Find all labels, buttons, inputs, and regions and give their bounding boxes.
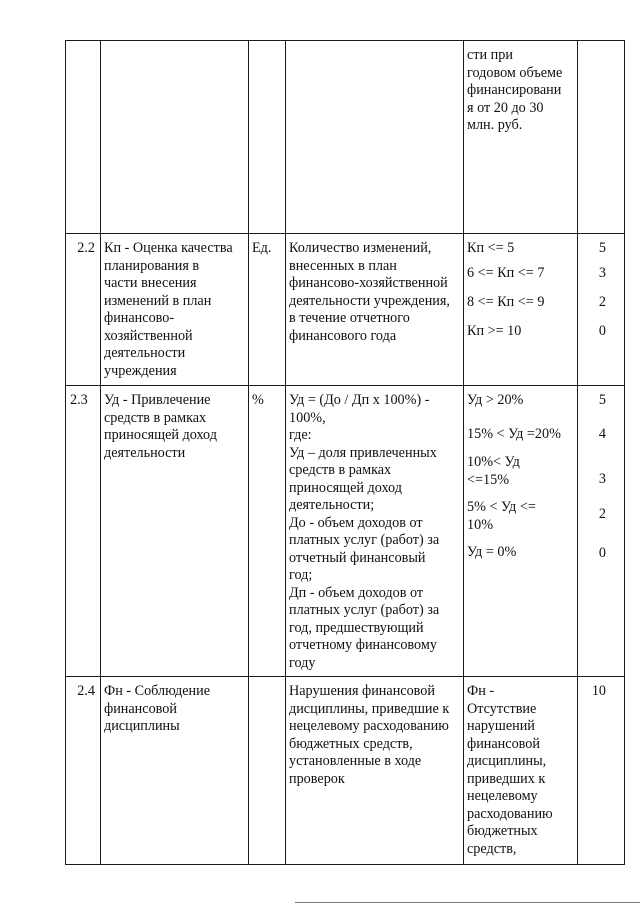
score-cell <box>578 41 625 234</box>
score-cell <box>578 386 625 677</box>
row-number <box>66 41 101 234</box>
table-row-2-2 <box>66 234 625 386</box>
indicators-table <box>65 40 625 865</box>
table-row-2-4 <box>66 677 625 865</box>
score-item: 5 <box>598 392 606 408</box>
formula-cell: Нарушения финансовой дисциплины, приведшие к нецелевому расходованию бюджетных средств, установленные в ходе проверок <box>286 677 464 865</box>
indicator-cell: Кп - Оценка качества планирования в части внесения изменений в план финансово- хозяйственной деятельности учреждения <box>101 234 249 386</box>
row-number: 2.4 <box>66 677 101 865</box>
score-cell <box>578 677 625 865</box>
unit-cell <box>249 677 286 865</box>
criteria-item: 6 <= Кп <= 7 <box>467 265 545 281</box>
criteria-item: 15% < Уд =20% <box>467 426 561 442</box>
criteria-item: 5% < Уд <= 10% <box>467 499 536 533</box>
score-item: 2 <box>598 506 606 522</box>
score-item: 3 <box>598 471 606 487</box>
score-item: 3 <box>598 265 606 281</box>
criteria-item: Кп <= 5 <box>467 240 515 256</box>
formula-cell: Уд = (До / Дп х 100%) - 100%, где: Уд – доля привлеченных средств в рамках приносящей доход деятельности; До - объем доходов от платных услуг (работ) за отчетный финансовый год; Дп - объем доходов от платных услуг (работ) за год, предшествующий отчетному финансовому году <box>286 386 464 677</box>
score-cell <box>578 234 625 386</box>
unit-cell <box>249 41 286 234</box>
table-row-continuation <box>66 41 625 234</box>
criteria-item: 8 <= Кп <= 9 <box>467 294 545 310</box>
indicator-cell: Фн - Соблюдение финансовой дисциплины <box>101 677 249 865</box>
criteria-cell <box>464 41 578 234</box>
row-number: 2.3 <box>66 386 101 677</box>
score-item: 2 <box>598 294 606 310</box>
page-bottom-line <box>295 902 640 903</box>
criteria-text: Фн - Отсутствие нарушений финансовой дисциплины, приведших к нецелевому расходованию бюджетных средств, <box>467 683 553 857</box>
criteria-item: Уд > 20% <box>467 392 524 408</box>
score-item: 4 <box>598 426 606 442</box>
formula-cell <box>286 41 464 234</box>
unit-cell: Ед. <box>249 234 286 386</box>
criteria-item: Уд = 0% <box>467 544 517 560</box>
score-item: 5 <box>598 240 606 256</box>
formula-cell: Количество изменений, внесенных в план финансово-хозяйственной деятельности учреждения, в течение отчетного финансового года <box>286 234 464 386</box>
indicator-cell: Уд - Привлечение средств в рамках приносящей доход деятельности <box>101 386 249 677</box>
table-row-2-3 <box>66 386 625 677</box>
row-number: 2.2 <box>66 234 101 386</box>
criteria-item: 10%< Уд <=15% <box>467 454 520 488</box>
criteria-cell <box>464 234 578 386</box>
indicator-cell <box>101 41 249 234</box>
criteria-cell <box>464 677 578 865</box>
unit-cell: % <box>249 386 286 677</box>
score-item: 0 <box>598 323 606 339</box>
score-item: 0 <box>598 545 606 561</box>
score-item: 10 <box>591 683 606 699</box>
criteria-item: Кп >= 10 <box>467 323 522 339</box>
criteria-text: сти при годовом объеме финансировани я от 20 до 30 млн. руб. <box>467 47 563 133</box>
criteria-cell <box>464 386 578 677</box>
